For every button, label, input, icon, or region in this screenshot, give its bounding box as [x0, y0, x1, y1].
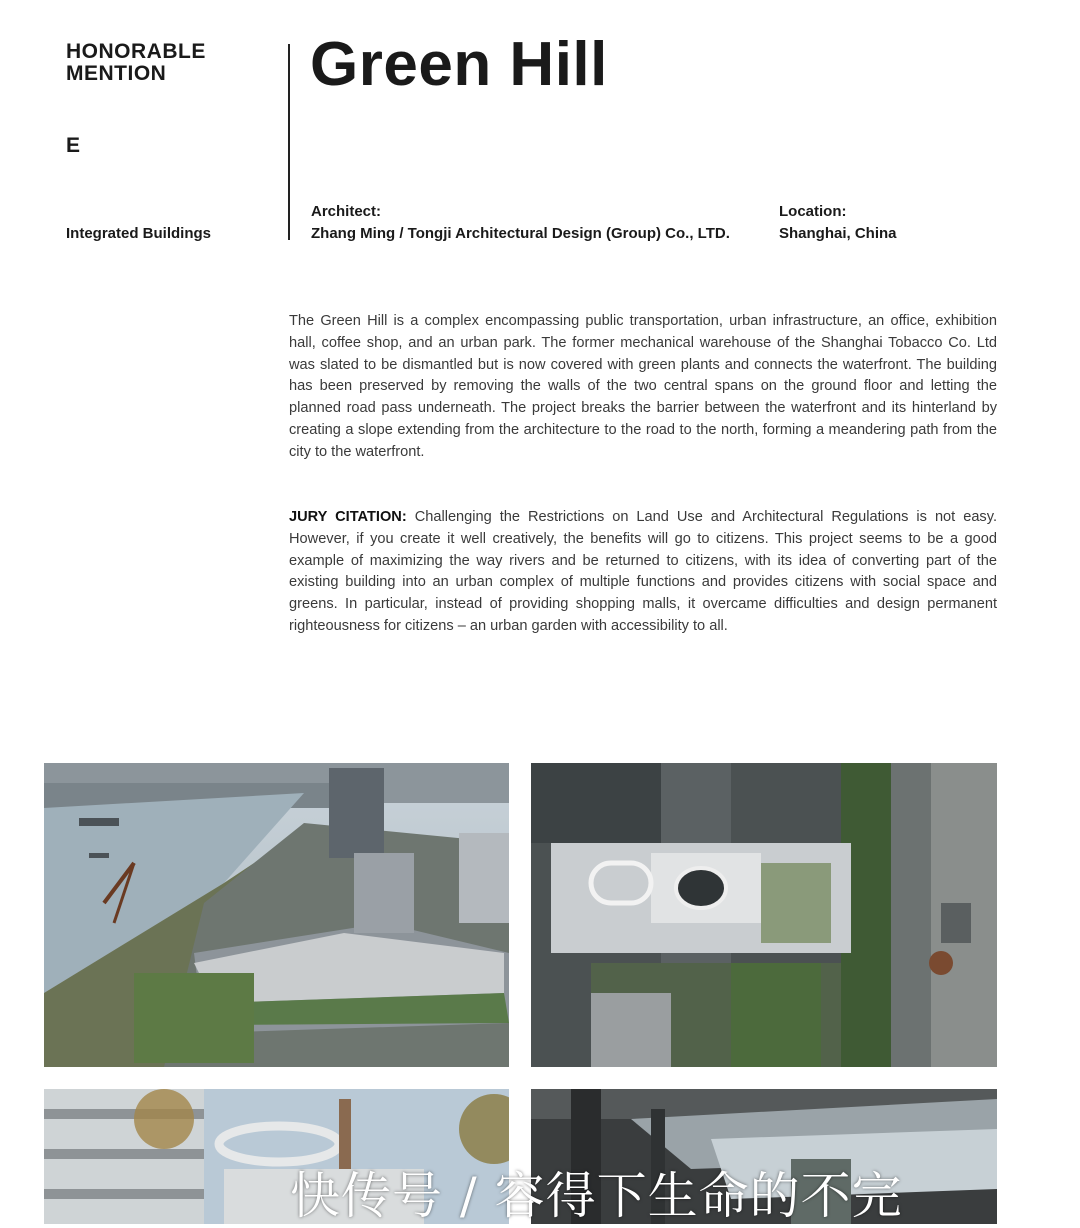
- award-line-2: MENTION: [66, 62, 167, 85]
- jury-citation-text: Challenging the Restrictions on Land Use and Architectural Regulations is not easy. However, if you create it well creatively, the benefits will go to citizens. This project seems to be a good example of maximizing the way rivers and be returned to citizens, with its idea of converting part of the existing building into an urban complex of multiple functions and provides citizens with social space and greens. In particular, instead of providing shopping malls, it overcame difficulties and design permanent righteousness for citizens – an urban garden with accessibility to all.: [289, 509, 998, 634]
- project-description: The Green Hill is a complex encompassing public transportation, urban infrastructure, an office, exhibition hall, coffee shop, and an urban park. The former mechanical warehouse of the Shanghai Tobacco Co. Ltd was slated to be dismantled but is now covered with green plants and connects the waterfront. The building has been preserved by removing the walls of the two central spans on the ground floor and letting the planned road pass underneath. The project breaks the barrier between the waterfront and its hinterland by creating a slope extending from the architecture to the road to the north, forming a meandering path from the city to the waterfront.: [289, 313, 997, 460]
- location-label: Location:: [779, 203, 847, 220]
- watermark-text: 快传号 / 容得下生命的不完: [290, 1167, 903, 1225]
- jury-citation: [289, 507, 997, 638]
- architect-label: Architect:: [311, 203, 382, 220]
- award-line-1: HONORABLE: [66, 40, 206, 63]
- jury-citation-label: JURY CITATION:: [289, 509, 407, 525]
- location-value: Shanghai, China: [779, 225, 897, 242]
- page-title: Green Hill: [310, 30, 608, 99]
- aerial-riverside-photo: [44, 763, 509, 1067]
- architect-value: Zhang Ming / Tongji Architectural Design (Group) Co., LTD.: [311, 225, 730, 242]
- divider-line: [288, 44, 290, 240]
- category-letter: E: [66, 134, 81, 157]
- category-label: Integrated Buildings: [66, 225, 212, 242]
- top-down-aerial-photo: [531, 763, 997, 1067]
- award-heading: [66, 41, 206, 85]
